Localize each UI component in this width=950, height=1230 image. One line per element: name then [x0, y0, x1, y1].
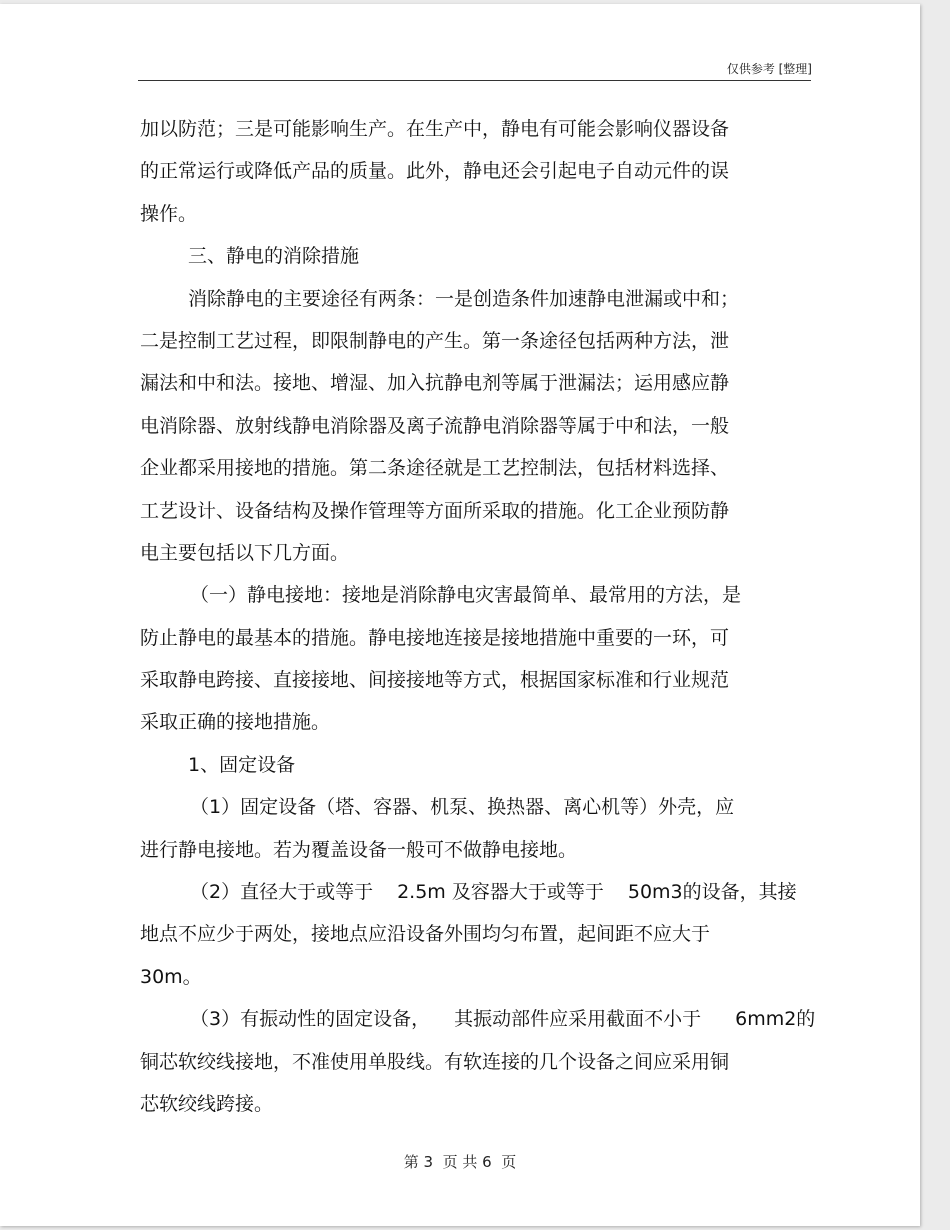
text-line: 防止静电的最基本的措施。静电接地连接是接地措施中重要的一环，可: [140, 626, 730, 649]
page-number: 第 3 页 共 6 页: [403, 1153, 517, 1171]
text-line: 漏法和中和法。接地、增湿、加入抗静电剂等属于泄漏法；运用感应静: [140, 372, 730, 395]
header-divider: [138, 80, 811, 81]
text-line: [140, 871, 820, 913]
text-segment: （2）直径大于或等于: [190, 881, 374, 904]
text-line: 消除静电的主要途径有两条：一是创造条件加速静电泄漏或中和；: [188, 287, 740, 310]
subsection-heading: 1、固定设备: [188, 753, 296, 776]
document-page: [0, 4, 920, 1226]
text-line: （一）静电接地：接地是消除静电灾害最简单、最常用的方法，是: [190, 584, 742, 607]
text-line: 30m。: [140, 965, 202, 988]
text-line: 采取正确的接地措施。: [140, 711, 331, 734]
text-line: [140, 998, 820, 1040]
text-segment: 6mm2的: [735, 1008, 816, 1031]
text-segment: 其振动部件应采用截面不小于: [454, 1008, 702, 1031]
text-line: 采取静电跨接、直接接地、间接接地等方式，根据国家标准和行业规范: [140, 669, 730, 692]
header-label: 仅供参考 [整理]: [726, 62, 812, 76]
text-line: 加以防范；三是可能影响生产。在生产中，静电有可能会影响仪器设备: [140, 118, 730, 140]
text-segment: 2.5m 及容器大于或等于: [397, 881, 604, 904]
text-line: 电主要包括以下几方面。: [140, 541, 350, 564]
text-line: 铜芯软绞线接地，不准使用单股线。有软连接的几个设备之间应采用铜: [140, 1050, 730, 1073]
text-line: 地点不应少于两处，接地点应沿设备外围均匀布置，起间距不应大于: [140, 923, 711, 946]
body-text: [140, 108, 820, 1125]
text-line: 进行静电接地。若为覆盖设备一般可不做静电接地。: [140, 838, 578, 861]
text-line: 工艺设计、设备结构及操作管理等方面所采取的措施。化工企业预防静: [140, 499, 730, 522]
text-line: 二是控制工艺过程，即限制静电的产生。第一条途径包括两种方法，泄: [140, 329, 730, 352]
page-footer: [0, 1151, 920, 1172]
text-segment: （3）有振动性的固定设备，: [190, 1008, 431, 1031]
text-line: 芯软绞线跨接。: [140, 1092, 274, 1115]
text-line: 操作。: [140, 202, 198, 225]
text-line: 电消除器、放射线静电消除器及离子流静电消除器等属于中和法，一般: [140, 414, 730, 437]
text-line: （1）固定设备（塔、容器、机泵、换热器、离心机等）外壳，应: [190, 796, 735, 819]
text-line: 企业都采用接地的措施。第二条途径就是工艺控制法，包括材料选择、: [140, 457, 730, 480]
text-line: 的正常运行或降低产品的质量。此外，静电还会引起电子自动元件的误: [140, 160, 730, 183]
text-segment: 50m3的设备，其接: [627, 881, 797, 904]
section-heading: 三、静电的消除措施: [188, 245, 360, 268]
